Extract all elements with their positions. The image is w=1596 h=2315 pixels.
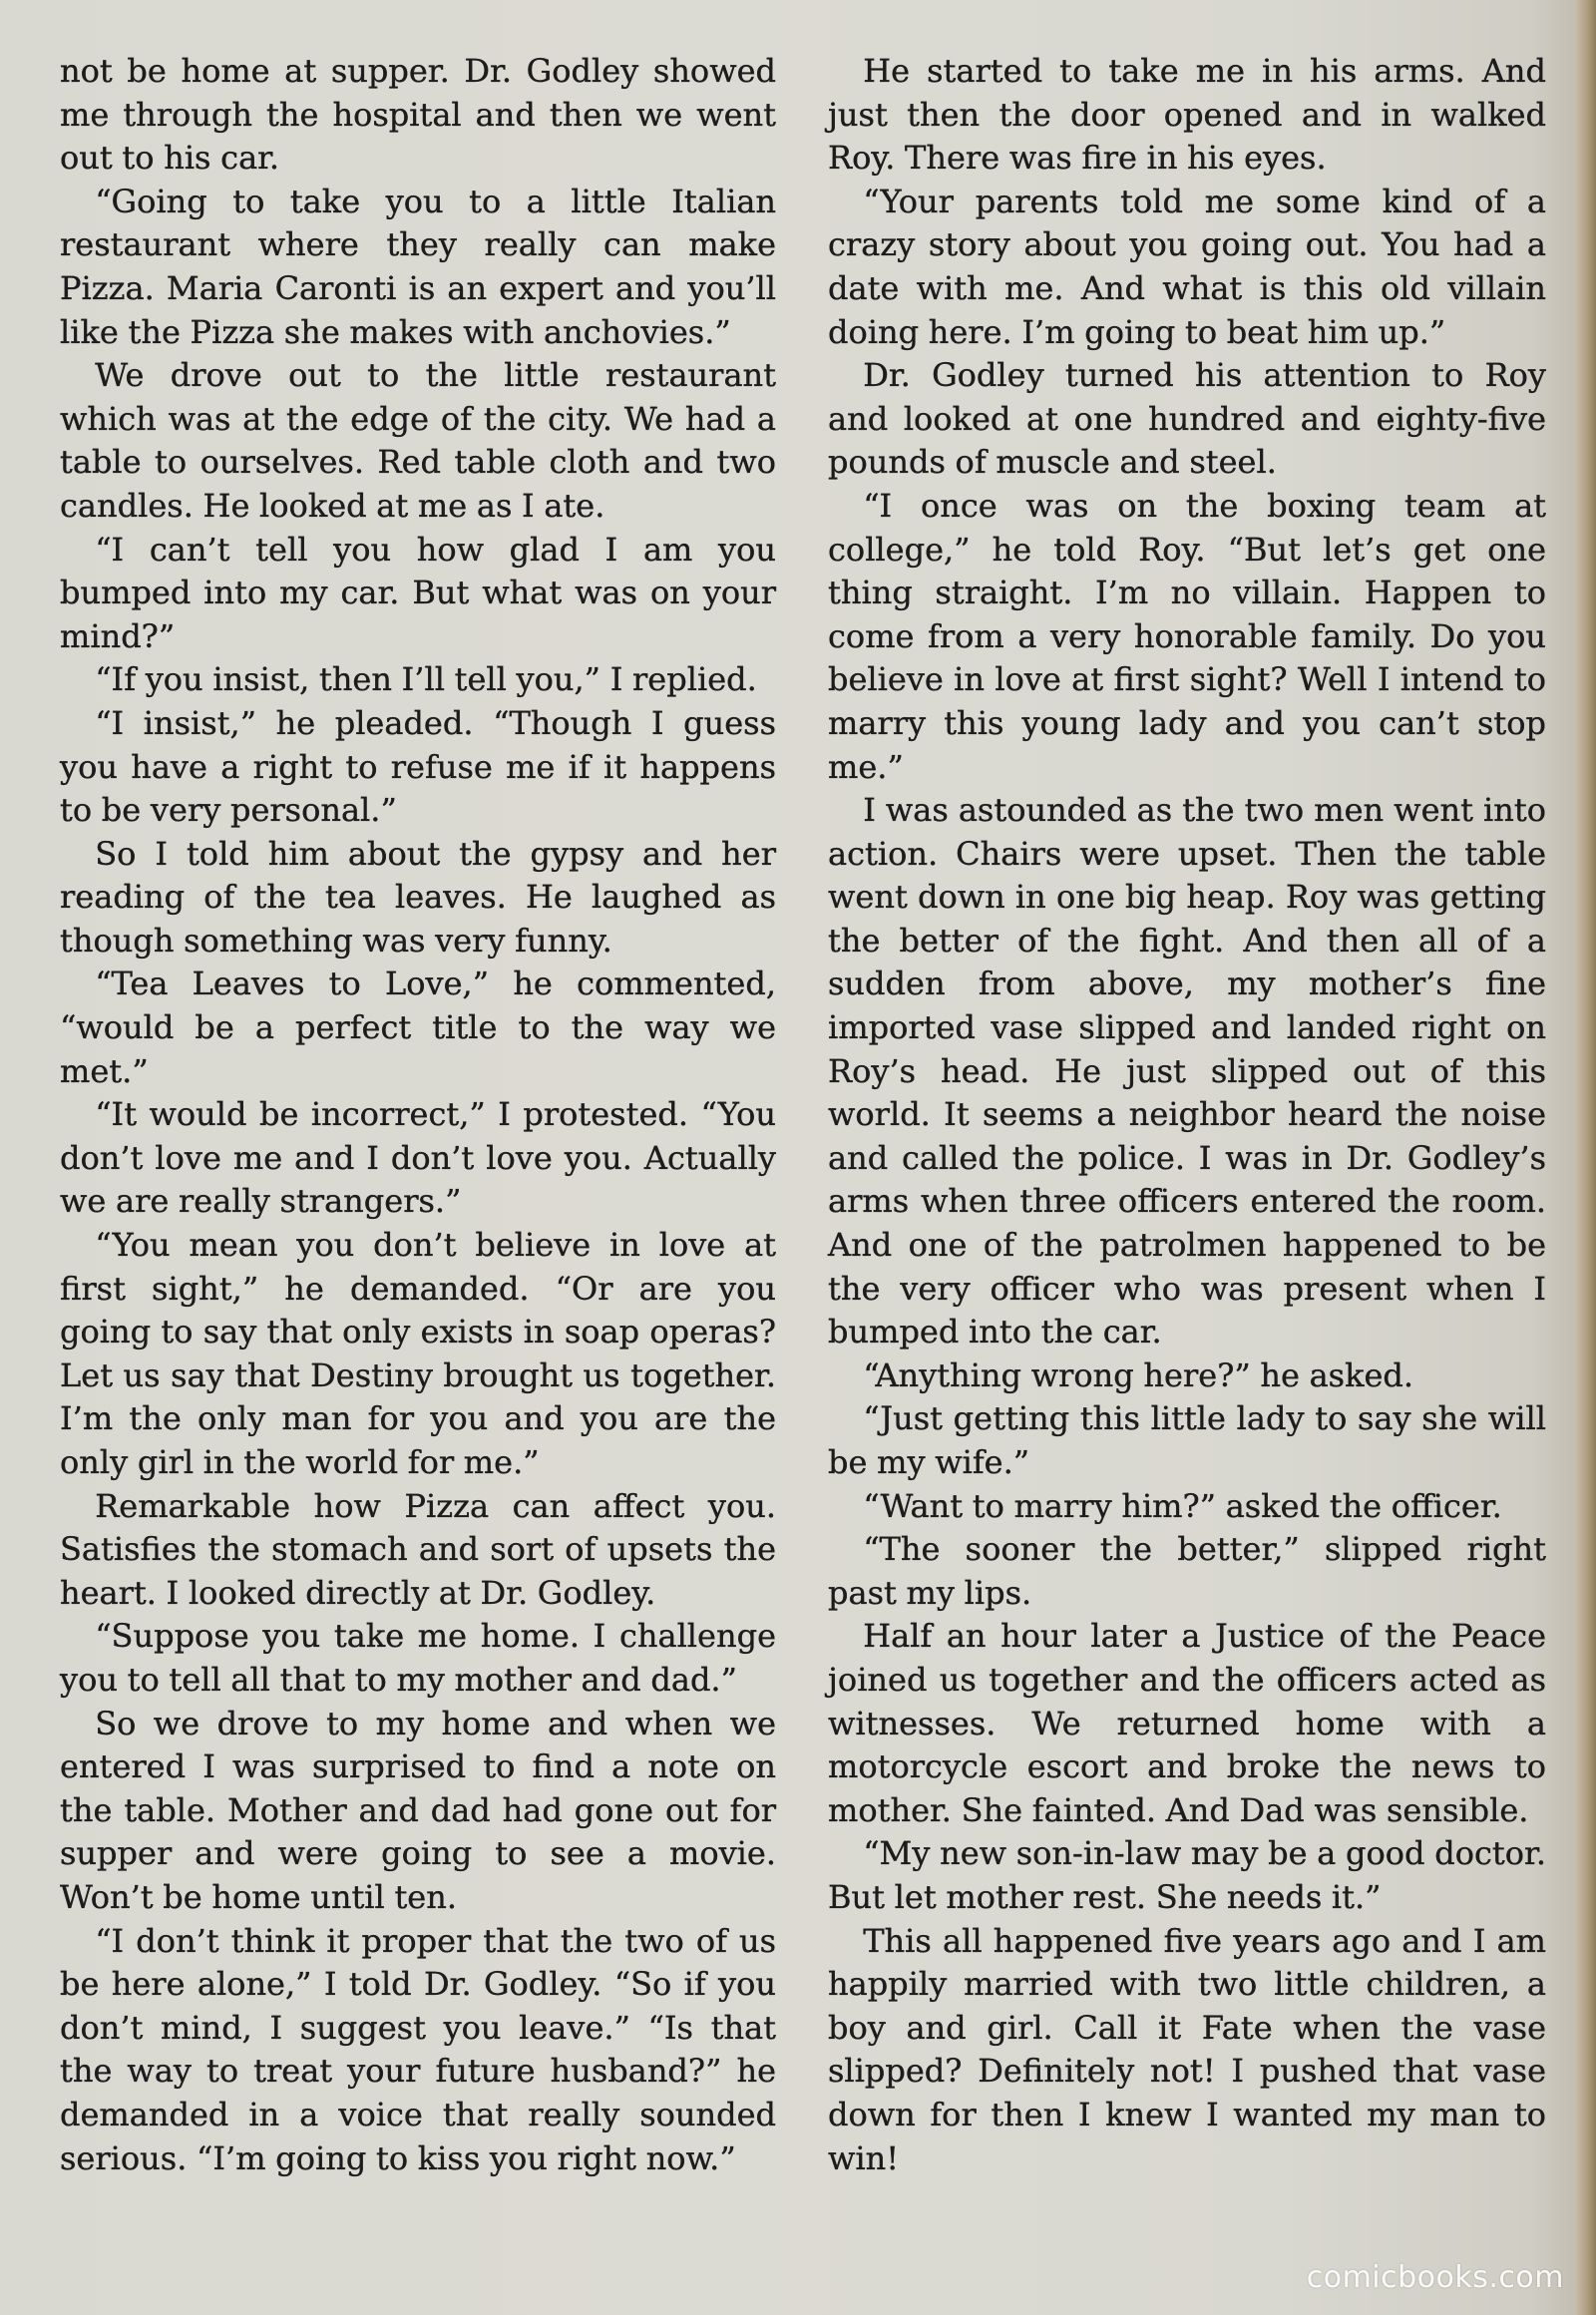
paragraph: “Just getting this little lady to say she will be my wife.” [828,1399,1546,1481]
paragraph: So I told him about the gypsy and her reading of the tea leaves. He laughed as though something was very funny. [60,834,776,960]
paragraph: We drove out to the little restaurant which was at the edge of the city. We had a table to ourselves. Red table cloth and two candles. He looked at me as I ate. [60,356,776,525]
paragraph: So we drove to my home and when we entered I was surprised to find a note on the table. Mother and dad had gone out for supper and were going to see a movie. Won’t be home until ten. [60,1704,776,1916]
paragraph: He started to take me in his arms. And just then the door opened and in walked Roy. There was fire in his eyes. [828,52,1546,178]
paragraph: Remarkable how Pizza can affect you. Satisfies the stomach and sort of upsets the heart. I looked directly at Dr. Godley. [60,1486,776,1612]
paragraph: “I can’t tell you how glad I am you bumped into my car. But what was on your mind?” [60,530,776,655]
paragraph: “Anything wrong here?” he asked. [863,1355,1414,1394]
paragraph: “I insist,” he pleaded. “Though I guess you have a right to refuse me if it happens to be very personal.” [60,703,776,830]
paragraph: “My new son-in-law may be a good doctor. But let mother rest. She needs it.” [828,1834,1546,1916]
paragraph: “Want to marry him?” asked the officer. [863,1486,1502,1525]
paragraph: “It would be incorrect,” I protested. “You don’t love me and I don’t love you. Actually we are really strangers.” [60,1095,776,1221]
paragraph: Half an hour later a Justice of the Peace joined us together and the officers acted as witnesses. We returned home with a motorcycle escort and broke the news to mother. She fainted. And Dad was sensible. [828,1617,1546,1829]
site-watermark: comicbooks.com [1306,2260,1564,2295]
page-edge-shadow [1574,0,1596,2315]
paragraph: “I don’t think it proper that the two of us be here alone,” I told Dr. Godley. “So if you don’t mind, I suggest you leave.” “Is that the way to treat your future husband?” he demanded in a voice that really sounded serious. “I’m going to kiss you right now.” [60,1921,776,2177]
paragraph: not be home at supper. Dr. Godley showed me through the hospital and then we went out to his car. [60,52,776,178]
paragraph: “I once was on the boxing team at college,” he told Roy. “But let’s get one thing straight. I’m no villain. Happen to come from a very honorable family. Do you believe in love at first sight? Well I intend to marry this young lady and you can’t stop me.” [828,486,1546,786]
paragraph: “Suppose you take me home. I challenge you to tell all that to my mother and dad.” [60,1617,776,1699]
paragraph: This all happened five years ago and I am happily married with two little children, a boy and girl. Call it Fate when the vase slipped? Definitely not! I pushed that vase down for then I knew I wanted my man to win! [828,1921,1546,2177]
paragraph: “You mean you don’t believe in love at first sight,” he demanded. “Or are you going to say that only exists in soap operas? Let us say that Destiny brought us together. I’m the only man for you and you are the only girl in the world for me.” [60,1226,776,1481]
paragraph: “Tea Leaves to Love,” he commented, “would be a perfect title to the way we met.” [60,965,776,1090]
paragraph: “Going to take you to a little Italian restaurant where they really can make Pizza. Maria Caronti is an expert and you’ll like the Pizza she makes with anchovies.” [60,182,776,351]
paragraph: “If you insist, then I’ll tell you,” I replied. [95,660,757,699]
paragraph: “The sooner the better,” slipped right past my lips. [828,1530,1546,1612]
paragraph: “Your parents told me some kind of a crazy story about you going out. You had a date with me. And what is this old villain doing here. I’m going to beat him up.” [828,182,1546,351]
paragraph: Dr. Godley turned his attention to Roy and looked at one hundred and eighty-five pounds of muscle and steel. [828,356,1546,482]
right-text-column [828,50,1546,2180]
paragraph: I was astounded as the two men went into action. Chairs were upset. Then the table went down in one big heap. Roy was getting the better of the fight. And then all of a sudden from above, my mother’s fine imported vase slipped and landed right on Roy’s head. He just slipped out of this world. It seems a neighbor heard the noise and called the police. I was in Dr. Godley’s arms when three officers entered the room. And one of the patrolmen happened to be the very officer who was present when I bumped into the car. [828,791,1546,1351]
left-text-column [60,50,776,2180]
